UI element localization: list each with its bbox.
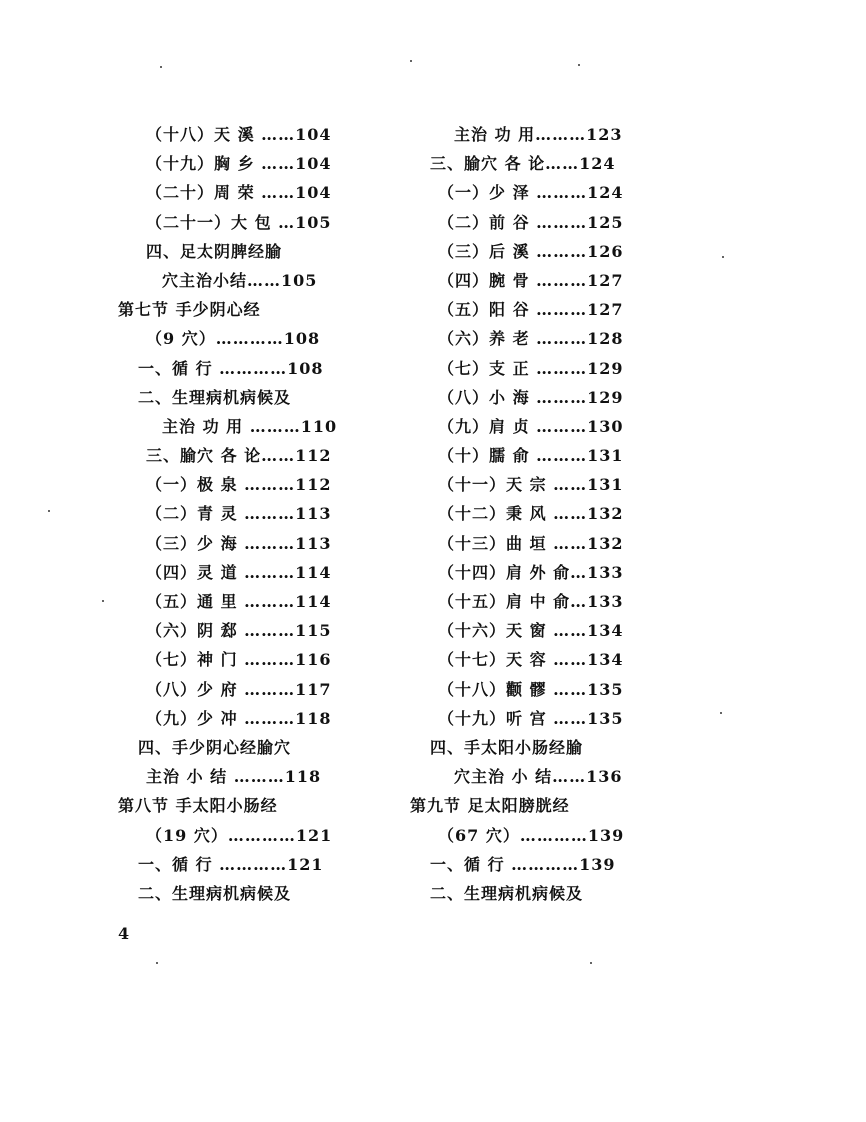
toc-entry: （二）青 灵 ………113: [146, 504, 332, 524]
toc-entry: 穴主治 小 结……136: [454, 767, 623, 787]
toc-entry: 四、手太阳小肠经腧: [430, 737, 584, 757]
scan-speck: [102, 600, 104, 602]
scan-speck: [48, 510, 50, 512]
toc-entry: （一）极 泉 ………112: [146, 475, 332, 495]
toc-entry: （十八）天 溪 ……104: [146, 125, 332, 144]
toc-entry: （十九）胸 乡 ……104: [146, 154, 332, 174]
scan-speck: [590, 962, 592, 964]
toc-entry: （一）少 泽 ………124: [438, 183, 624, 203]
toc-entry: （九）肩 贞 ………130: [438, 416, 624, 436]
toc-entry: 二、生理病机病候及: [138, 883, 292, 903]
toc-entry: （19 穴）…………121: [146, 825, 333, 845]
toc-entry: （9 穴）…………108: [146, 329, 321, 349]
toc-entry: 三、腧穴 各 论……124: [430, 154, 616, 174]
toc-entry: （四）腕 骨 ………127: [438, 270, 624, 290]
toc-entry: 主治 小 结 ………118: [146, 767, 322, 787]
toc-entry: 第八节 手太阳小肠经: [118, 796, 278, 816]
toc-entry: 主治 功 用 ………110: [162, 416, 338, 436]
toc-entry: 一、循 行 …………121: [138, 854, 324, 874]
toc-entry: （十八）颧 髎 ……135: [438, 679, 624, 699]
toc-entry: （五）通 里 ………114: [146, 592, 332, 611]
toc-entry: 主治 功 用………123: [454, 125, 623, 144]
toc-entry: （九）少 冲 ………118: [146, 708, 332, 728]
toc-entry: 三、腧穴 各 论……112: [146, 446, 332, 466]
scan-speck: [720, 712, 722, 714]
toc-entry: 第七节 手少阴心经: [118, 300, 261, 320]
toc-entry: （十）臑 俞 ………131: [438, 446, 624, 466]
scan-speck: [722, 256, 724, 258]
toc-entry: （十七）天 容 ……134: [438, 650, 624, 670]
toc-entry: （十一）天 宗 ……131: [438, 475, 624, 495]
toc-entry: （二十）周 荣 ……104: [146, 183, 332, 203]
toc-entry: （十五）肩 中 俞…133: [438, 592, 624, 611]
toc-entry: （四）灵 道 ………114: [146, 562, 332, 582]
toc-left-column: [118, 120, 368, 908]
toc-entry: （三）少 海 ………113: [146, 533, 332, 553]
toc-entry: 穴主治小结……105: [162, 270, 318, 290]
scan-speck: [578, 64, 580, 66]
scan-speck: [410, 60, 412, 62]
toc-entry: （十九）听 宫 ……135: [438, 708, 624, 728]
toc-entry: 四、手少阴心经腧穴: [138, 737, 292, 757]
toc-entry: （二十一）大 包 …105: [146, 212, 332, 232]
toc-entry: 一、循 行 …………139: [430, 854, 616, 874]
toc-entry: 第九节 足太阳膀胱经: [410, 796, 570, 816]
toc-entry: （十四）肩 外 俞…133: [438, 562, 624, 582]
toc-entry: （十三）曲 垣 ……132: [438, 533, 624, 553]
toc-entry: （八）少 府 ………117: [146, 679, 332, 699]
toc-entry: （十二）秉 风 ……132: [438, 504, 624, 524]
toc-entry: （三）后 溪 ………126: [438, 241, 624, 261]
toc-entry: 二、生理病机病候及: [430, 883, 584, 903]
toc-entry: 四、足太阴脾经腧: [146, 241, 283, 261]
toc-entry: （五）阳 谷 ………127: [438, 300, 624, 320]
scan-speck: [160, 66, 162, 68]
toc-entry: （六）养 老 ………128: [438, 329, 624, 349]
toc-entry: （七）神 门 ………116: [146, 650, 332, 670]
toc-right-column: [410, 120, 660, 908]
scan-speck: [156, 962, 158, 964]
toc-entry: （八）小 海 ………129: [438, 387, 624, 407]
toc-entry: （二）前 谷 ………125: [438, 212, 624, 232]
toc-entry: （七）支 正 ………129: [438, 358, 624, 378]
toc-entry: 二、生理病机病候及: [138, 387, 292, 407]
toc-entry: 一、循 行 …………108: [138, 358, 324, 378]
page-number: 4: [118, 924, 130, 943]
toc-entry: （六）阴 郄 ………115: [146, 621, 332, 641]
toc-entry: （十六）天 窗 ……134: [438, 621, 624, 641]
toc-entry: （67 穴）…………139: [438, 825, 625, 845]
